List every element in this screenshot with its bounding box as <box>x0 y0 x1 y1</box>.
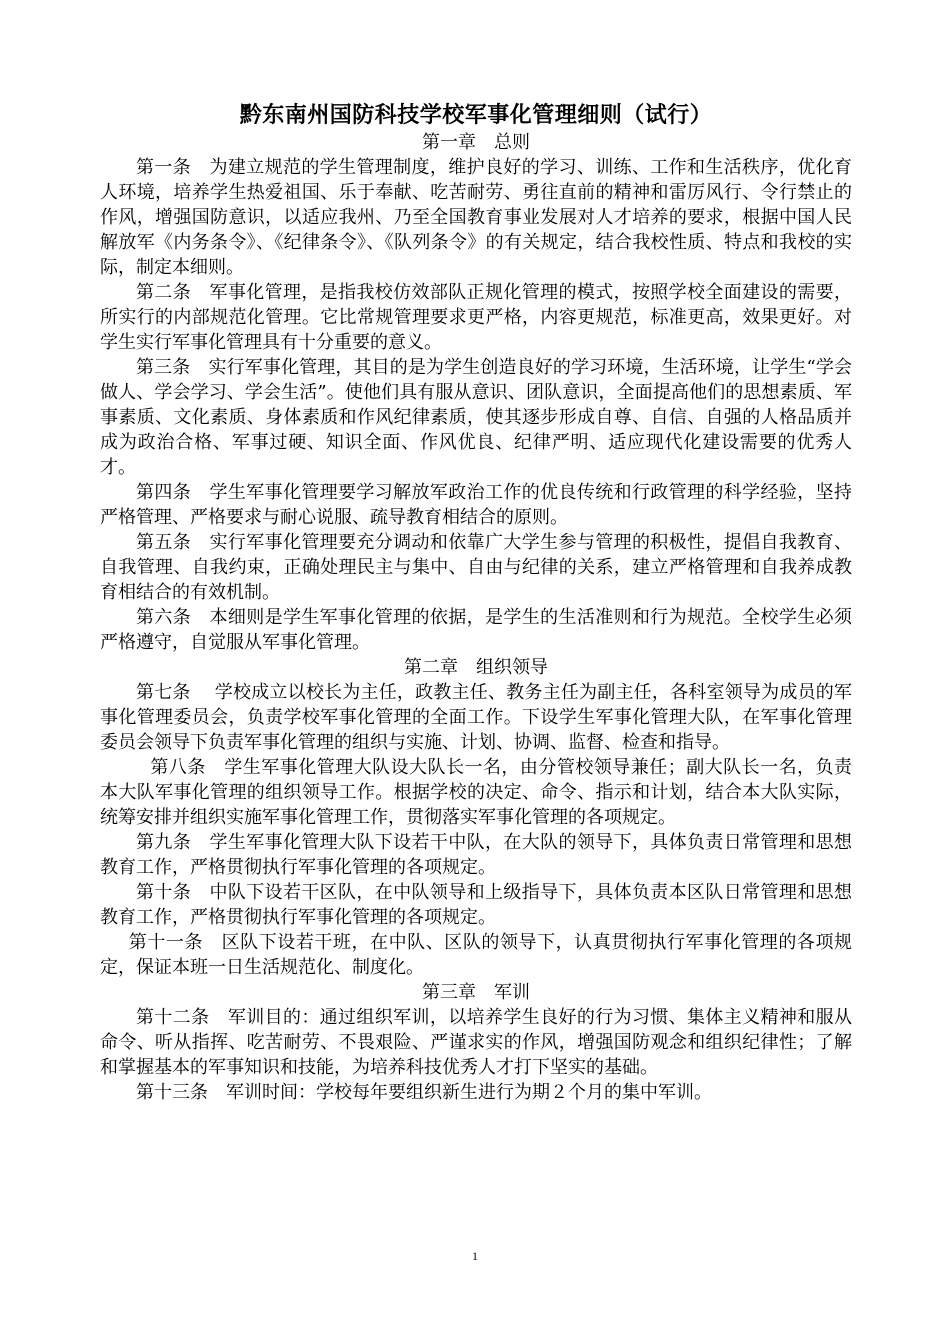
article-paragraph: 第八条 学生军事化管理大队设大队长一名，由分管校领导兼任；副大队长一名，负责本大队军事化管理的组织领导工作。根据学校的决定、命令、指示和计划，结合本大队实际，统筹安排并组织实施军事化管理工作，贯彻落实军事化管理的各项规定。 <box>100 757 852 828</box>
article-paragraph: 第六条 本细则是学生军事化管理的依据，是学生的生活准则和行为规范。全校学生必须严格遵守，自觉服从军事化管理。 <box>100 607 852 653</box>
page-number: 1 <box>472 1249 478 1263</box>
chapter-heading: 第二章 组织领导 <box>404 657 548 678</box>
document-title: 黔东南州国防科技学校军事化管理细则（试行） <box>239 102 713 128</box>
article-paragraph: 第九条 学生军事化管理大队下设若干中队，在大队的领导下，具体负责日常管理和思想教育工作，严格贯彻执行军事化管理的各项规定。 <box>100 832 852 878</box>
article-paragraph: 第十一条 区队下设若干班，在中队、区队的领导下，认真贯彻执行军事化管理的各项规定，保证本班一日生活规范化、制度化。 <box>100 932 852 978</box>
article-paragraph: 第十三条 军训时间：学校每年要组织新生进行为期２个月的集中军训。 <box>136 1082 712 1103</box>
article-paragraph: 第十二条 军训目的：通过组织军训，以培养学生良好的行为习惯、集体主义精神和服从命令、听从指挥、吃苦耐劳、不畏艰险、严谨求实的作风，增强国防观念和组织纪律性；了解和掌握基本的军事知识和技能，为培养科技优秀人才打下坚实的基础。 <box>100 1007 852 1078</box>
article-paragraph: 第十条 中队下设若干区队，在中队领导和上级指导下，具体负责本区队日常管理和思想教育工作，严格贯彻执行军事化管理的各项规定。 <box>100 882 852 928</box>
article-paragraph: 第五条 实行军事化管理要充分调动和依靠广大学生参与管理的积极性，提倡自我教育、自我管理、自我约束，正确处理民主与集中、自由与纪律的关系，建立严格管理和自我养成教育相结合的有效机制。 <box>100 532 852 603</box>
document-body <box>100 100 852 1105</box>
article-paragraph: 第三条 实行军事化管理，其目的是为学生创造良好的学习环境，生活环境，让学生“学会做人、学会学习、学会生活”。使他们具有服从意识、团队意识，全面提高他们的思想素质、军事素质、文化素质、身体素质和作风纪律素质，使其逐步形成自尊、自信、自强的人格品质并成为政治合格、军事过硬、知识全面、作风优良、纪律严明、适应现代化建设需要的优秀人才。 <box>100 357 852 478</box>
article-paragraph: 第四条 学生军事化管理要学习解放军政治工作的优良传统和行政管理的科学经验，坚持严格管理、严格要求与耐心说服、疏导教育相结合的原则。 <box>100 482 852 528</box>
chapter-heading: 第三章 军训 <box>422 982 530 1003</box>
chapter-heading: 第一章 总则 <box>422 132 530 153</box>
article-paragraph: 第二条 军事化管理，是指我校仿效部队正规化管理的模式，按照学校全面建设的需要，所实行的内部规范化管理。它比常规管理要求更严格，内容更规范，标准更高，效果更好。对学生实行军事化管理具有十分重要的意义。 <box>100 282 852 353</box>
article-paragraph: 第一条 为建立规范的学生管理制度，维护良好的学习、训练、工作和生活秩序，优化育人环境，培养学生热爱祖国、乐于奉献、吃苦耐劳、勇往直前的精神和雷厉风行、令行禁止的作风，增强国防意识，以适应我州、乃至全国教育事业发展对人才培养的要求，根据中国人民解放军《内务条令》、《纪律条令》、《队列条令》的有关规定，结合我校性质、特点和我校的实际，制定本细则。 <box>100 157 852 278</box>
article-paragraph: 第七条 学校成立以校长为主任，政教主任、教务主任为副主任，各科室领导为成员的军事化管理委员会，负责学校军事化管理的全面工作。下设学生军事化管理大队，在军事化管理委员会领导下负责军事化管理的组织与实施、计划、协调、监督、检查和指导。 <box>100 682 852 753</box>
